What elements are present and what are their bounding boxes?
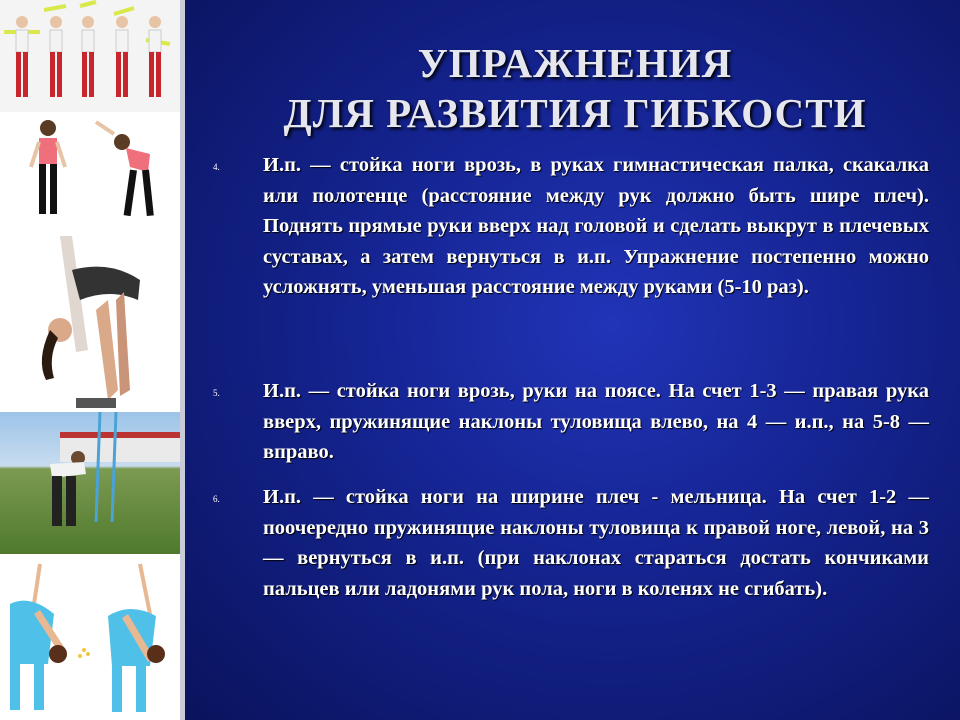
exercise-number: 4. [213,162,220,172]
exercise-text: И.п. — стойка ноги на ширине плеч - мельница. На счет 1-2 — поочередно пружинящие наклоны туловища к правой ноге, левой, на 3 — вернуться в и.п. (при наклонах стараться достать кончиками пальцев или ладонями рук пола, ноги в коленях не сгибать). [263,486,929,600]
slide-title-line2: ДЛЯ РАЗВИТИЯ ГИБКОСТИ [283,90,867,136]
exercise-item [213,482,929,604]
exercise-item [213,150,929,303]
slide-title-line1: УПРАЖНЕНИЯ [417,40,733,86]
photo-stretch-sequence [0,0,180,112]
photo-windmill [0,554,180,720]
exercise-number: 6. [213,494,220,504]
photo-outdoor-stretch [0,412,180,554]
exercise-item [213,376,929,468]
exercise-number: 5. [213,388,220,398]
exercise-text: И.п. — стойка ноги врозь, в руках гимнастическая палка, скакалка или полотенце (расстояние между рук должно быть шире плеч). Поднять прямые руки вверх над головой и сделать выкрут в плечевых суставах, а затем вернуться в и.п. Упражнение постепенно можно усложнять, уменьшая расстояние между руками (5-10 раз). [263,154,929,298]
photo-side-bend [0,112,180,230]
photo-forward-bend [0,230,180,412]
photo-strip [0,0,180,720]
exercise-text: И.п. — стойка ноги врозь, руки на поясе. На счет 1-3 — правая рука вверх, пружинящие наклоны туловища влево, на 4 — и.п., на 5-8 — вправо. [263,380,929,463]
slide-content [180,0,960,720]
